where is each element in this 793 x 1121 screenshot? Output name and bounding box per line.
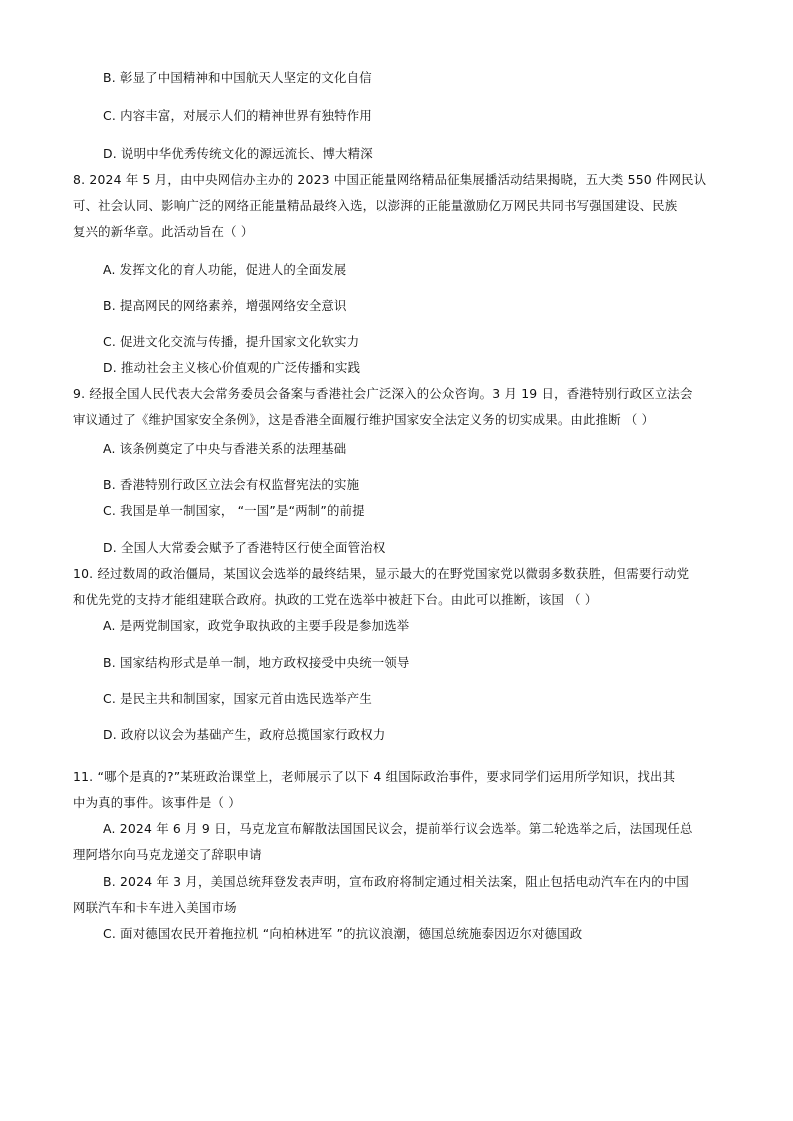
q10-option-c: C. 是民主共和制国家，国家元首由选民选举产生 (103, 691, 372, 706)
q9-stem-line-1: 9. 经报全国人民代表大会常务委员会备案与香港社会广泛深入的公众咨询。3 月 19 日，香港特别行政区立法会 (73, 386, 693, 401)
q9-option-a: A. 该条例奠定了中央与香港关系的法理基础 (103, 441, 347, 456)
q10-option-b: B. 国家结构形式是单一制，地方政权接受中央统一领导 (103, 655, 410, 670)
q11-option-b-line-2: 网联汽车和卡车进入美国市场 (73, 900, 237, 915)
q8-option-b: B. 提高网民的网络素养，增强网络安全意识 (103, 298, 347, 313)
q7-option-c: C. 内容丰富，对展示人们的精神世界有独特作用 (103, 108, 372, 123)
q8-stem-line-2: 可、社会认同、影响广泛的网络正能量精品最终入选，以澎湃的正能量激励亿万网民共同书写强国建设、民族 (73, 198, 678, 213)
q10-option-d: D. 政府以议会为基础产生，政府总揽国家行政权力 (103, 727, 386, 742)
q8-option-c: C. 促进文化交流与传播，提升国家文化软实力 (103, 334, 360, 349)
q7-option-d: D. 说明中华优秀传统文化的源远流长、博大精深 (103, 146, 373, 161)
q11-option-c-line-1: C. 面对德国农民开着拖拉机 “向柏林进军 ”的抗议浪潮，德国总统施泰因迈尔对德国政 (103, 926, 583, 941)
q8-stem-line-1: 8. 2024 年 5 月，由中央网信办主办的 2023 中国正能量网络精品征集展播活动结果揭晓，五大类 550 件网民认 (73, 172, 707, 187)
q9-option-c: C. 我国是单一制国家， “一国”是“两制”的前提 (103, 503, 365, 518)
q10-stem-line-1: 10. 经过数周的政治僵局，某国议会选举的最终结果，显示最大的在野党国家党以微弱多数获胜，但需要行动党 (73, 566, 690, 581)
q9-option-b: B. 香港特别行政区立法会有权监督宪法的实施 (103, 477, 360, 492)
q10-option-a: A. 是两党制国家，政党争取执政的主要手段是参加选举 (103, 618, 410, 633)
q8-option-a: A. 发挥文化的育人功能，促进人的全面发展 (103, 262, 347, 277)
q9-stem-line-2: 审议通过了《维护国家安全条例》，这是香港全面履行维护国家安全法定义务的切实成果。由此推断 （ ） (73, 412, 655, 427)
q7-option-b: B. 彰显了中国精神和中国航天人坚定的文化自信 (103, 70, 372, 85)
q11-option-a-line-2: 理阿塔尔向马克龙递交了辞职申请 (73, 847, 262, 862)
q11-stem-line-2: 中为真的事件。该事件是（ ） (73, 795, 241, 810)
q9-option-d: D. 全国人大常委会赋予了香港特区行使全面管治权 (103, 540, 386, 555)
q11-option-a-line-1: A. 2024 年 6 月 9 日，马克龙宣布解散法国国民议会，提前举行议会选举。第二轮选举之后，法国现任总 (103, 821, 693, 836)
q8-stem-line-3: 复兴的新华章。此活动旨在（ ） (73, 224, 254, 239)
q8-option-d: D. 推动社会主义核心价值观的广泛传播和实践 (103, 360, 361, 375)
q11-option-b-line-1: B. 2024 年 3 月，美国总统拜登发表声明，宣布政府将制定通过相关法案，阻止包括电动汽车在内的中国 (103, 874, 690, 889)
q11-stem-line-1: 11. “哪个是真的?”某班政治课堂上，老师展示了以下 4 组国际政治事件，要求同学们运用所学知识，找出其 (73, 769, 676, 784)
q10-stem-line-2: 和优先党的支持才能组建联合政府。执政的工党在选举中被赶下台。由此可以推断，该国 （ ） (73, 592, 598, 607)
